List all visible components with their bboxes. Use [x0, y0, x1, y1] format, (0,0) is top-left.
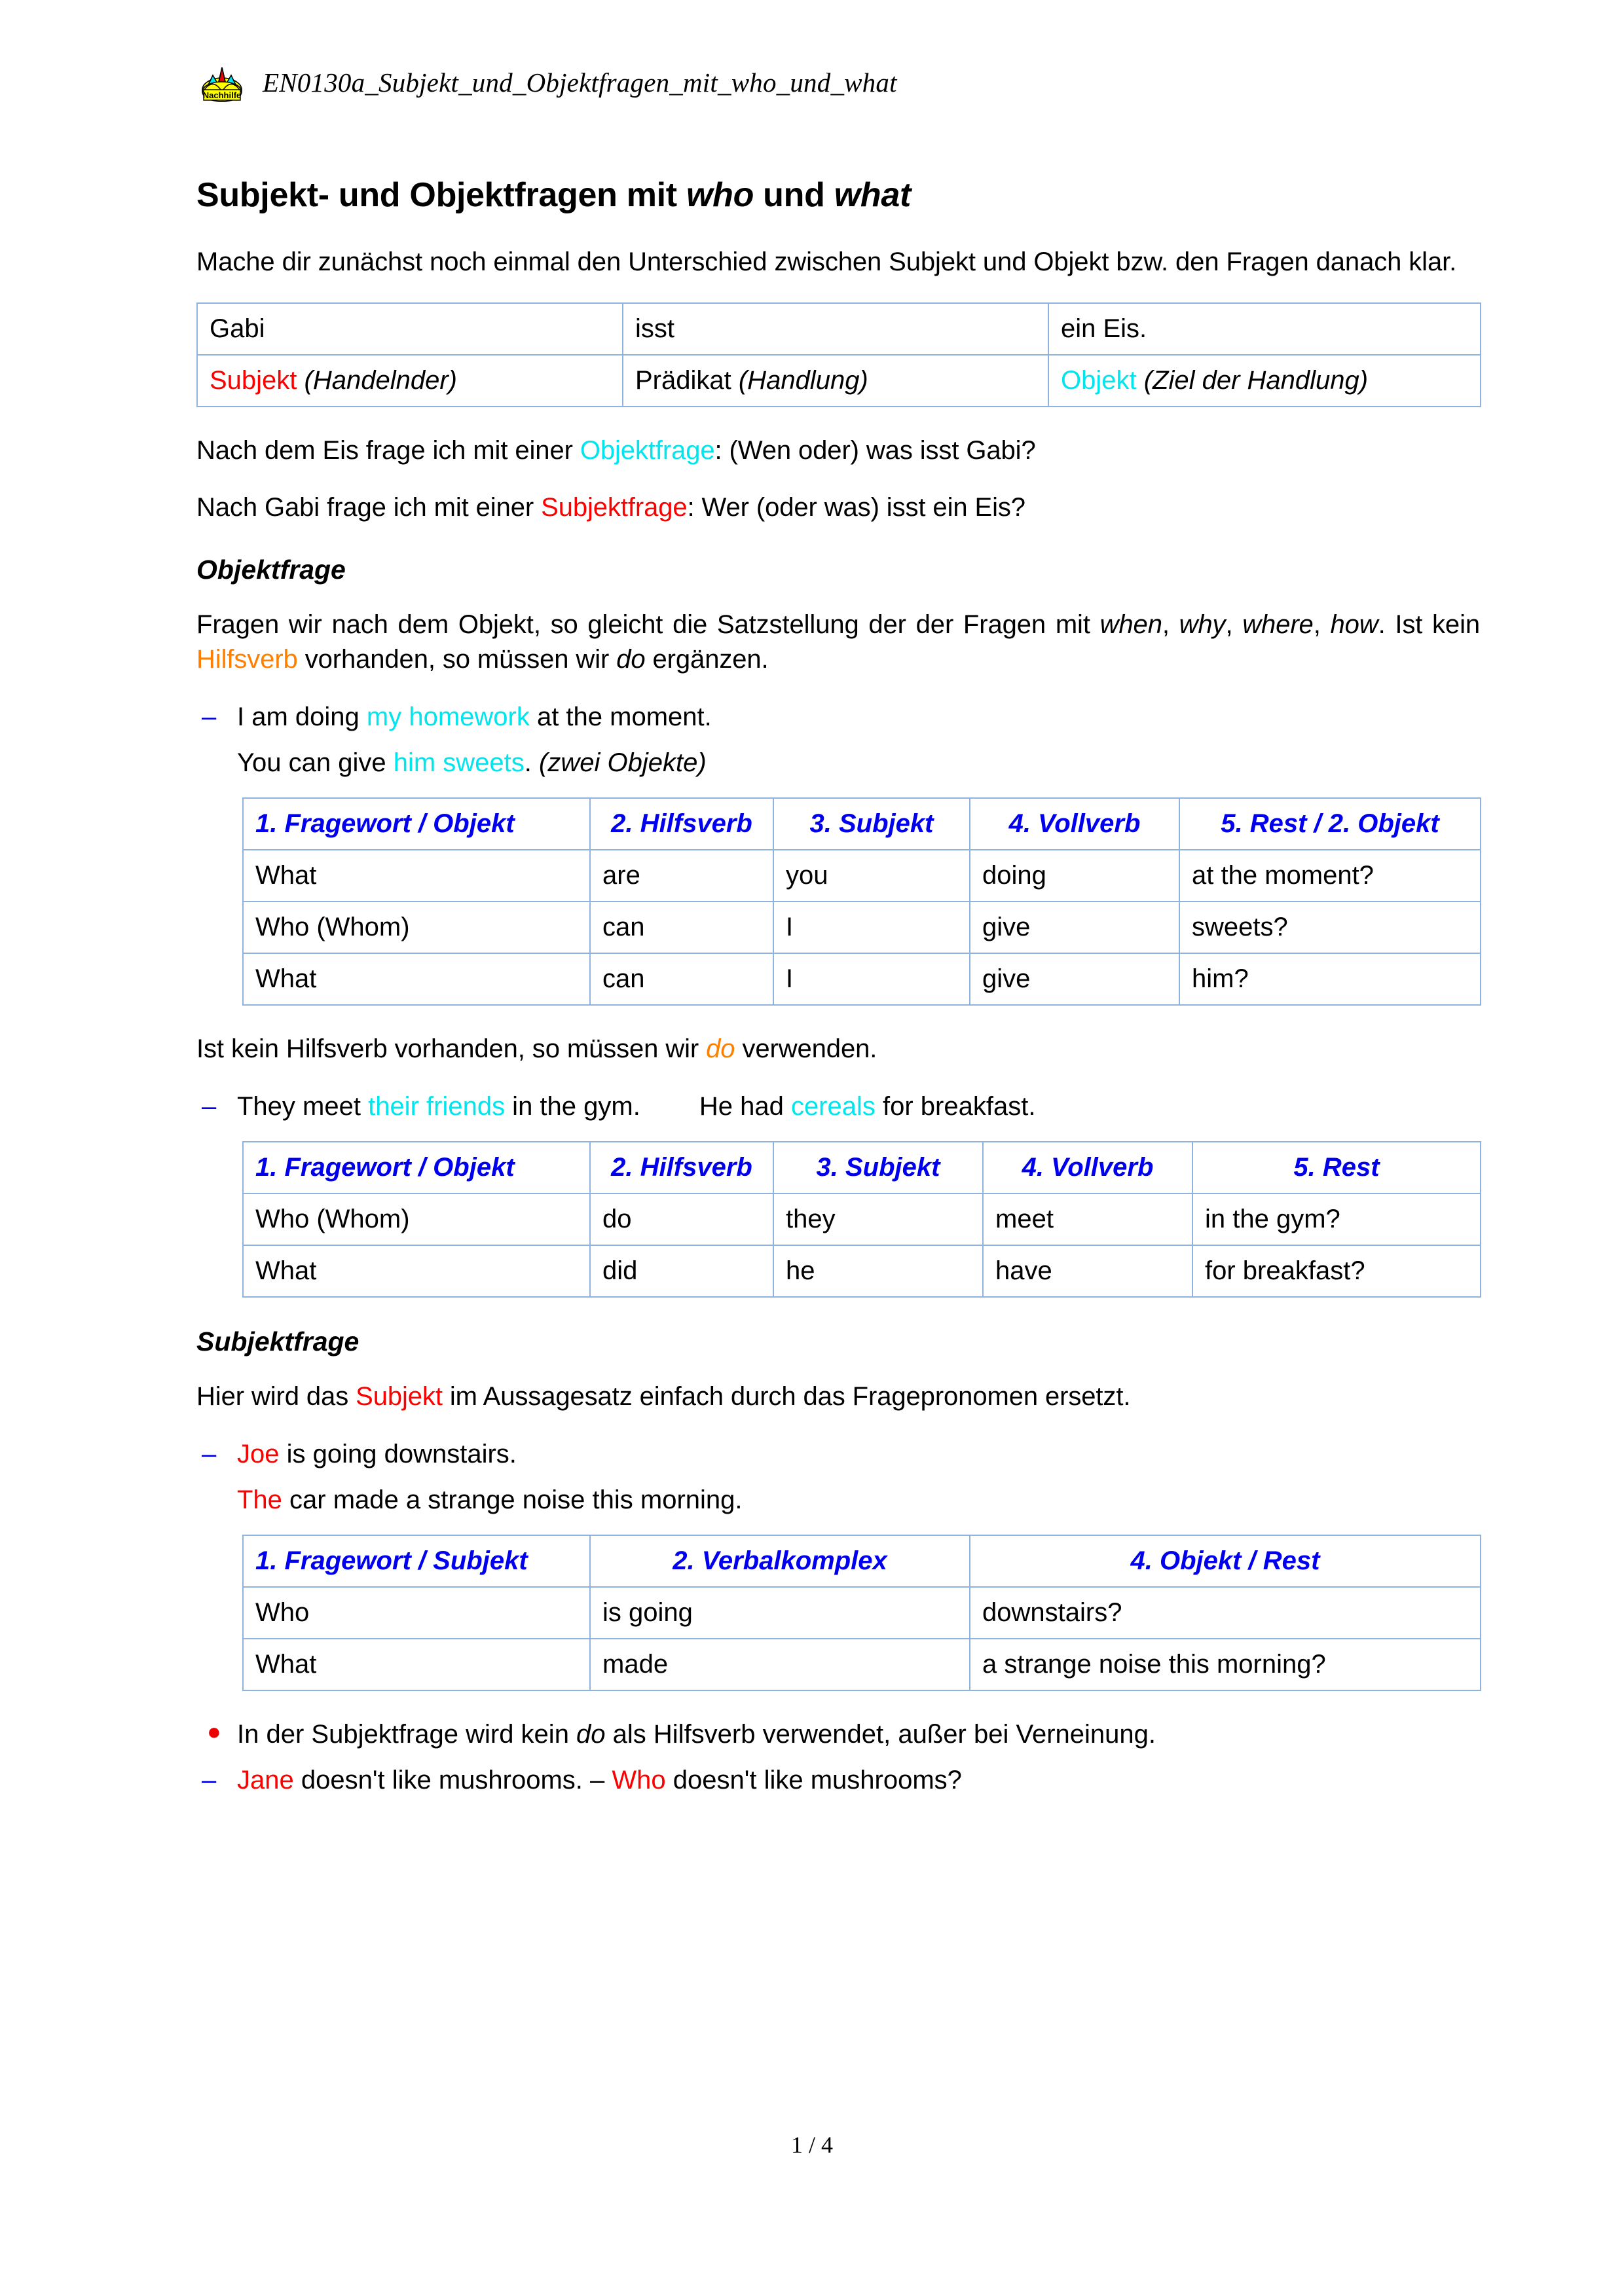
- list-item: [196, 746, 1480, 781]
- text-seg: .: [524, 748, 540, 777]
- word-do: do: [576, 1720, 606, 1749]
- table-row: [243, 850, 1481, 902]
- word-where: where: [1242, 610, 1314, 639]
- table-header-row: [243, 1535, 1481, 1587]
- cell-rest: a strange noise this morning?: [970, 1639, 1481, 1690]
- label-praedikat-note: (Handlung): [731, 365, 868, 395]
- note-zwei-objekte: (zwei Objekte): [539, 748, 707, 777]
- list-item: [196, 1089, 1480, 1125]
- highlight-subjekt: Subjekt: [356, 1382, 443, 1412]
- col-header-verbalkomplex: 2. Verbalkomplex: [590, 1535, 970, 1587]
- cell-subjekt: he: [773, 1245, 983, 1297]
- list-item: [196, 700, 1480, 735]
- cell-verbalkomplex: made: [590, 1639, 970, 1690]
- title-part1: Subjekt- und Objektfragen mit: [196, 176, 686, 214]
- highlight-subject-jane: Jane: [237, 1765, 294, 1795]
- cell-subjekt: I: [773, 953, 970, 1005]
- text-seg: Nach dem Eis frage ich mit einer: [196, 435, 580, 465]
- col-header-hilfsverb: 2. Hilfsverb: [590, 798, 773, 850]
- cell-fragewort: Who: [243, 1587, 590, 1639]
- table-row: [197, 303, 1481, 355]
- cell-hilfsverb: can: [590, 902, 773, 953]
- title-mid: und: [754, 176, 834, 214]
- highlight-subject-joe: Joe: [237, 1439, 280, 1468]
- cell-rest: him?: [1179, 953, 1481, 1005]
- cell-object-label: [1048, 355, 1481, 407]
- text-seg: . Ist kein: [1378, 610, 1481, 639]
- text-seg: verwenden.: [735, 1034, 877, 1064]
- cell-subject-word: Gabi: [197, 303, 623, 355]
- text-seg: Ist kein Hilfsverb vorhanden, so müssen wir: [196, 1034, 707, 1064]
- text-seg: : Wer (oder was) isst ein Eis?: [687, 493, 1025, 522]
- page-header: [200, 62, 897, 103]
- cell-hilfsverb: are: [590, 850, 773, 902]
- text-seg: als Hilfsverb verwendet, außer bei Verneinung.: [605, 1720, 1156, 1749]
- table-row: [243, 1587, 1481, 1639]
- dash-bullet-icon: –: [202, 1091, 217, 1121]
- objektfrage-table-1: [242, 797, 1481, 1006]
- text-seg: Fragen wir nach dem Objekt, so gleicht die Satzstellung der der Fragen mit: [196, 610, 1100, 639]
- cell-rest: in the gym?: [1192, 1194, 1481, 1245]
- list-item: [196, 1483, 1480, 1518]
- dot-bullet-icon: ●: [207, 1718, 221, 1745]
- sentence-parts-table: [196, 302, 1481, 407]
- text-seg: is going downstairs.: [279, 1439, 517, 1468]
- cell-vollverb: give: [970, 953, 1179, 1005]
- table-row: [243, 902, 1481, 953]
- cell-vollverb: give: [970, 902, 1179, 953]
- highlight-subjektfrage: Subjektfrage: [541, 493, 688, 522]
- col-header-fragewort-subjekt: 1. Fragewort / Subjekt: [243, 1535, 590, 1587]
- title-what: what: [834, 176, 911, 214]
- text-seg: ,: [1162, 610, 1179, 639]
- col-header-rest: 5. Rest / 2. Objekt: [1179, 798, 1481, 850]
- label-subjekt: Subjekt: [210, 365, 297, 395]
- word-how: how: [1330, 610, 1378, 639]
- page-title: [196, 175, 1480, 215]
- col-header-objekt-rest: 4. Objekt / Rest: [970, 1535, 1481, 1587]
- cell-fragewort: Who (Whom): [243, 1194, 590, 1245]
- objektfrage-explanation-line: [196, 433, 1480, 469]
- col-header-subjekt: 3. Subjekt: [773, 798, 970, 850]
- subjektfrage-explanation-line: [196, 490, 1480, 526]
- cell-rest: sweets?: [1179, 902, 1481, 953]
- cell-hilfsverb: do: [590, 1194, 773, 1245]
- subjektfrage-table: [242, 1535, 1481, 1691]
- text-seg: : (Wen oder) was isst Gabi?: [714, 435, 1036, 465]
- page-footer: 1 / 4: [790, 2132, 833, 2158]
- text-seg: I am doing: [237, 702, 367, 731]
- highlight-object-cereals: cereals: [790, 1091, 876, 1121]
- label-objekt: Objekt: [1061, 365, 1137, 395]
- nachhilfe-logo-icon: [200, 62, 244, 103]
- highlight-objektfrage: Objektfrage: [580, 435, 715, 465]
- table-header-row: [243, 1142, 1481, 1194]
- table-row: [197, 355, 1481, 407]
- table-row: [243, 953, 1481, 1005]
- list-item: [196, 1763, 1480, 1798]
- text-seg: In der Subjektfrage wird kein: [237, 1720, 577, 1749]
- highlight-object-their-friends: their friends: [368, 1091, 506, 1121]
- cell-predicate-word: isst: [623, 303, 1048, 355]
- table-row: [243, 1245, 1481, 1297]
- intro-paragraph: Mache dir zunächst noch einmal den Unterschied zwischen Subjekt und Objekt bzw. den Fragen danach klar.: [196, 247, 1457, 276]
- cell-hilfsverb: can: [590, 953, 773, 1005]
- text-seg: vorhanden, so müssen wir: [297, 645, 617, 674]
- col-header-vollverb: 4. Vollverb: [983, 1142, 1192, 1194]
- dash-bullet-icon: –: [202, 1439, 217, 1468]
- cell-rest: downstairs?: [970, 1587, 1481, 1639]
- cell-predicate-label: [623, 355, 1048, 407]
- text-seg: ergänzen.: [645, 645, 769, 674]
- text-seg: He had: [699, 1091, 791, 1121]
- word-do: do: [616, 645, 646, 674]
- section-heading-objektfrage: Objektfrage: [196, 554, 346, 585]
- cell-subject-label: [197, 355, 623, 407]
- cell-vollverb: have: [983, 1245, 1192, 1297]
- text-seg: They meet: [237, 1091, 369, 1121]
- text-seg: doesn't like mushrooms. –: [293, 1765, 612, 1795]
- text-seg: You can give: [237, 748, 394, 777]
- text-seg: car made a strange noise this morning.: [282, 1485, 743, 1514]
- cell-fragewort: Who (Whom): [243, 902, 590, 953]
- table-header-row: [243, 798, 1481, 850]
- col-header-hilfsverb: 2. Hilfsverb: [590, 1142, 773, 1194]
- word-why: why: [1179, 610, 1226, 639]
- cell-rest: for breakfast?: [1192, 1245, 1481, 1297]
- col-header-fragewort-objekt: 1. Fragewort / Objekt: [243, 798, 590, 850]
- document-body: [196, 175, 1480, 1808]
- cell-verbalkomplex: is going: [590, 1587, 970, 1639]
- highlight-subject-the: The: [237, 1485, 282, 1514]
- subjektfrage-paragraph: [196, 1379, 1480, 1415]
- col-header-subjekt: 3. Subjekt: [773, 1142, 983, 1194]
- text-seg: im Aussagesatz einfach durch das Fragepronomen ersetzt.: [442, 1382, 1131, 1412]
- section-heading-subjektfrage: Subjektfrage: [196, 1326, 360, 1357]
- label-objekt-note: (Ziel der Handlung): [1136, 365, 1369, 395]
- label-praedikat: Prädikat: [635, 365, 731, 395]
- list-item-note: [196, 1717, 1480, 1753]
- label-subjekt-note: (Handelnder): [297, 365, 457, 395]
- col-header-fragewort-objekt: 1. Fragewort / Objekt: [243, 1142, 590, 1194]
- cell-rest: at the moment?: [1179, 850, 1481, 902]
- highlight-hilfsverb: Hilfsverb: [196, 645, 298, 674]
- dash-bullet-icon: –: [202, 1765, 217, 1795]
- objektfrage-paragraph: [196, 608, 1480, 678]
- cell-fragewort: What: [243, 850, 590, 902]
- text-seg: in the gym.: [505, 1091, 640, 1121]
- objektfrage-table-2: [242, 1141, 1481, 1298]
- col-header-vollverb: 4. Vollverb: [970, 798, 1179, 850]
- cell-subjekt: I: [773, 902, 970, 953]
- text-seg: doesn't like mushrooms?: [665, 1765, 962, 1795]
- cell-vollverb: doing: [970, 850, 1179, 902]
- cell-fragewort: What: [243, 1639, 590, 1690]
- list-item: [196, 1437, 1480, 1472]
- cell-subjekt: you: [773, 850, 970, 902]
- text-seg: for breakfast.: [875, 1091, 1036, 1121]
- text-seg: Hier wird das: [196, 1382, 356, 1412]
- text-seg: ,: [1225, 610, 1243, 639]
- col-header-rest: 5. Rest: [1192, 1142, 1481, 1194]
- cell-vollverb: meet: [983, 1194, 1192, 1245]
- highlight-question-who: Who: [612, 1765, 666, 1795]
- word-when: when: [1099, 610, 1162, 639]
- cell-object-word: ein Eis.: [1048, 303, 1481, 355]
- cell-fragewort: What: [243, 1245, 590, 1297]
- highlight-object-him-sweets: him sweets: [393, 748, 525, 777]
- objektfrage-do-paragraph: [196, 1032, 1480, 1067]
- table-row: [243, 1639, 1481, 1690]
- cell-hilfsverb: did: [590, 1245, 773, 1297]
- cell-subjekt: they: [773, 1194, 983, 1245]
- cell-fragewort: What: [243, 953, 590, 1005]
- text-seg: Nach Gabi frage ich mit einer: [196, 493, 542, 522]
- highlight-object-my-homework: my homework: [366, 702, 530, 731]
- title-who: who: [686, 176, 754, 214]
- highlight-do: do: [706, 1034, 735, 1064]
- file-title: EN0130a_Subjekt_und_Objektfragen_mit_who_und_what: [263, 67, 897, 98]
- text-seg: ,: [1313, 610, 1331, 639]
- logo-label: Nachhilfe: [202, 90, 242, 100]
- dash-bullet-icon: –: [202, 702, 217, 731]
- text-seg: at the moment.: [529, 702, 712, 731]
- table-row: [243, 1194, 1481, 1245]
